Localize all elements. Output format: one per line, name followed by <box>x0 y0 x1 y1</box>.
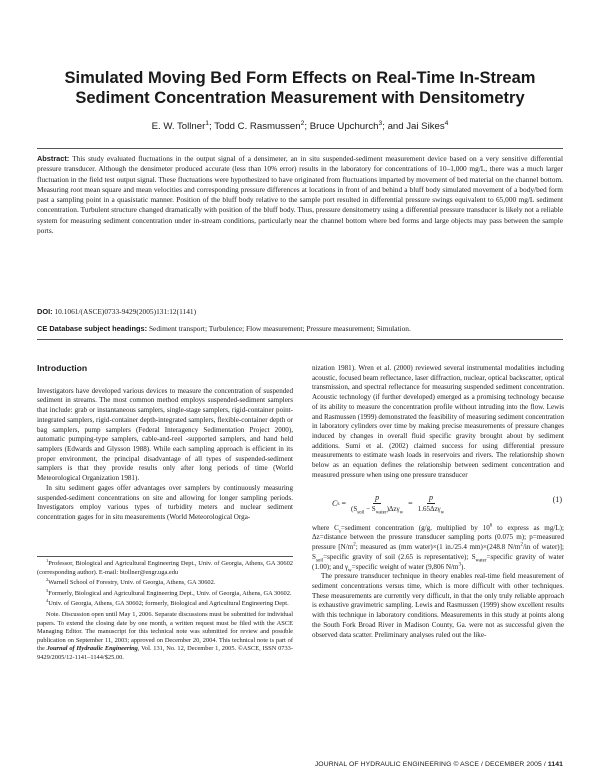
footnote-text: Professor, Biological and Agricultural Engineering Dept., Univ. of Georgia, Athens, GA 30602 (corresponding author). E-mail: btollner@engr.uga.edu <box>37 560 293 576</box>
equation-1: C s = $\frac{p}{(S_{soil} - S_{water})\Delta z\gamma_w}$ = $\frac{p}{1.65\Delta z\gamma_w}$ (1) <box>332 492 562 516</box>
doi-label: DOI: <box>37 307 53 316</box>
eq-fraction-1 <box>351 493 403 515</box>
author-affil-mark: 1 <box>205 119 210 127</box>
footnote-mark: 1 <box>46 557 49 563</box>
footnotes <box>37 557 294 665</box>
submission-note <box>37 611 293 663</box>
author-separator: ; <box>304 121 310 132</box>
ce-subject-headings <box>37 324 563 333</box>
eq-denominator-1: $(S_{soil} - S_{water})\Delta z\gamma_w$ <box>351 505 404 516</box>
eq-equals-2: = <box>406 498 415 508</box>
right-paragraph-2: where $C_s=sediment$ concentration (g/g, multiplied by $10^6$ to express as mg/L); Δz=distance between the pressure transducer sampling ports (0.075 m); p=measured pressure [$N/m^2$; measured as (mm water)×(1 in./25.4 mm)×(248.8 $N/m^2/in$ of water)]; $S_{soil}=specific$ gravity of soil (2.65 is representative); $S_{water}=specific$ gravity of water (1.00); and $\gamma_w=specific$ weight of water (9,806 $N/m^3$). <box>312 523 564 573</box>
footer-text: JOURNAL OF HYDRAULIC ENGINEERING © ASCE / DECEMBER 2005 / <box>314 761 548 768</box>
footnote-rule <box>37 556 293 557</box>
author-affil-mark: 2 <box>300 119 305 127</box>
page-footer <box>315 761 563 768</box>
author-list <box>20 121 580 132</box>
eq-lhs: C <box>332 498 338 508</box>
abstract-top-rule <box>37 148 563 149</box>
footnote-mark: 3 <box>46 587 49 593</box>
author-separator: ; <box>209 121 215 132</box>
equation-number: (1) <box>552 494 562 504</box>
eq-numerator-2: p <box>427 493 435 505</box>
eq-denominator-2: 1.65Δzγ$_w$ <box>417 505 445 516</box>
intro-paragraph-2: In situ sediment gages offer advantages over samplers by continuously measuring suspended-sediment concentrations on site and allowing for longer sampling periods. Investigators employ various types of turbidity meters and nuclear sediment concentration gages for in situ measurements (World Meteorological Orga- <box>37 483 293 522</box>
author-affil-mark: 4 <box>444 119 449 127</box>
intro-paragraph-1: Investigators have developed various devices to measure the concentration of suspended sediment in streams. The most common method employs suspended-sediment samplers that include: grab or instantaneous samplers, single-stage samplers, rigid-container point-integrated samplers, rigid-container depth-integrated samplers, flexible-container depth or bag samplers, pump samplers (Federal Interagency Sedimentation Project 2000), automatic pumping-type samplers, cable-and-reel -supported samplers, and hand held samplers (Edwards and Glysson 1988). While each sampling approach is efficient in its proper environment, the principal disadvantage of all types of suspended-sediment samplers is that they provide results only after long periods of time (World Meteorological Organization 1981). <box>37 386 293 483</box>
footnote-text: Univ. of Georgia, Athens, GA 30602; formerly, Biological and Agricultural Engineering Dept. <box>48 600 289 608</box>
paper-title <box>20 68 580 108</box>
title-line-1: Simulated Moving Bed Form Effects on Real-Time In-Stream <box>64 69 536 87</box>
author-name: E. W. Tollner <box>151 121 206 132</box>
footnote-mark: 4 <box>46 598 49 604</box>
footnote-2 <box>37 579 293 588</box>
title-line-2: Sediment Concentration Measurement with Densitometry <box>75 89 525 107</box>
abstract-text: This study evaluated fluctuations in the output signal of a densimeter, an in situ suspended-sediment measurement device based on a very sensitive differential pressure transducer. Although the densimeter produced accurate (less than 10% error) results in the laboratory for concentrations of 10–1,000 mg/L, there was a much larger fluctuation in the field test output signal. These fluctuations were hypothesized to have originated from fluctuations imparted by movement of bed material on the channel bottom. Measuring root mean square and mean velocities and corresponding pressure differences at locations in front of and behind a bluff body simulated movement of a body/bed form past a sampling point in a quasistatic manner. Position of the bluff body relative to the sample port resulted in differential pressure swings equivalent to 65,000 mg/L sediment concentration. Turbulent structure changed dramatically with position of the bluff body. Thus, pressure densitometry using a differential pressure transducer is likely not a reliable system for measuring sediment concentration under in-stream conditions, particularly near the channel bottom where bed forms and large objects may pass between the sample ports. <box>37 154 563 235</box>
abstract-label: Abstract: <box>37 154 70 163</box>
author-name: Jai Sikes <box>406 121 445 132</box>
note-text-end: , Vol. 131, No. 12, December 1, 2005. ©ASCE, ISSN 0733-9429/2005/12-1141–1144/$25.00. <box>37 645 294 661</box>
footnote-mark: 2 <box>46 577 49 583</box>
eq-equals: = <box>339 498 349 508</box>
footnote-4 <box>37 600 293 609</box>
abstract <box>37 154 563 236</box>
footnote-3 <box>37 587 293 599</box>
ce-label: CE Database subject headings: <box>37 324 148 333</box>
eq-fraction-2 <box>418 493 445 515</box>
footnote-text: Formerly, Biological and Agricultural Engineering Dept., Univ. of Georgia, Athens, GA 30602. <box>48 589 292 597</box>
section-heading-introduction: Introduction <box>37 363 88 373</box>
note-text: Note. Discussion open until May 1, 2006. Separate discussions must be submitted for individual papers. To extend the closing date by one month, a written request must be filed with the ASCE Managing Editor. The manuscript for this technical note was submitted for review and possible publication on September 11, 2003; approved on December 20, 2004. This technical note is part of the <box>37 610 293 653</box>
footnote-text: Warnell School of Forestry, Univ. of Georgia, Athens, GA 30602. <box>48 579 216 587</box>
author-name: Bruce Upchurch <box>309 121 379 132</box>
author-name: Todd C. Rasmussen <box>214 121 301 132</box>
author-affil-mark: 3 <box>378 119 383 127</box>
journal-name: Journal of Hydraulic Engineering <box>46 645 138 653</box>
page-number: 1141 <box>547 761 563 768</box>
abstract-bottom-rule <box>37 339 563 340</box>
right-paragraph-3: The pressure transducer technique in theory enables real-time field measurement of sediment concentrations versus time, which is more difficult with other techniques. These measurements are currently very difficult, in that the only truly reliable approach is exhaustive gravimetric sampling. Lewis and Rasmussen (1999) show excellent results with this technique in laboratory conditions. Measurements in this study at points along the South Fork Broad River in Madison County, Ga. were not as successful given the observed data scatter. Preliminary analyses ruled out the like- <box>312 572 564 639</box>
doi <box>37 307 563 316</box>
doi-value: 10.1061/(ASCE)0733-9429(2005)131:12(1141) <box>54 307 197 316</box>
right-paragraph-1: nization 1981). Wren et al. (2000) reviewed several instrumental modalities including acoustic, focused beam reflectance, laser diffraction, nuclear, optical backscatter, optical transmission, and spectral reflectance for measuring suspended sediment concentration. Acoustic technology (if further developed) emerged as a promising technology because of its ability to measure the concentration profile without intruding into the flow. Lewis and Rasmussen (1999) demonstrated the feasibility of measuring sediment concentration in laboratory cylinders over time by making precise measurements of pressure changes induced by changes in overall fluid specific gravity brought about by sediment additions. Sumi et al. (2002) claimed success for using differential pressure measurements to estimate wash loads in reservoirs and rivers. The relationship shown below as an equation defines the relationship between sediment concentration and measured pressure when using one pressure transducer <box>312 364 564 479</box>
footnote-1 <box>37 557 293 577</box>
right-column <box>312 364 564 640</box>
author-separator: ; and <box>382 121 407 132</box>
left-column <box>37 364 293 523</box>
eq-numerator-1: p <box>373 493 381 505</box>
ce-value: Sediment transport; Turbulence; Flow measurement; Pressure measurement; Simulation. <box>148 324 411 333</box>
